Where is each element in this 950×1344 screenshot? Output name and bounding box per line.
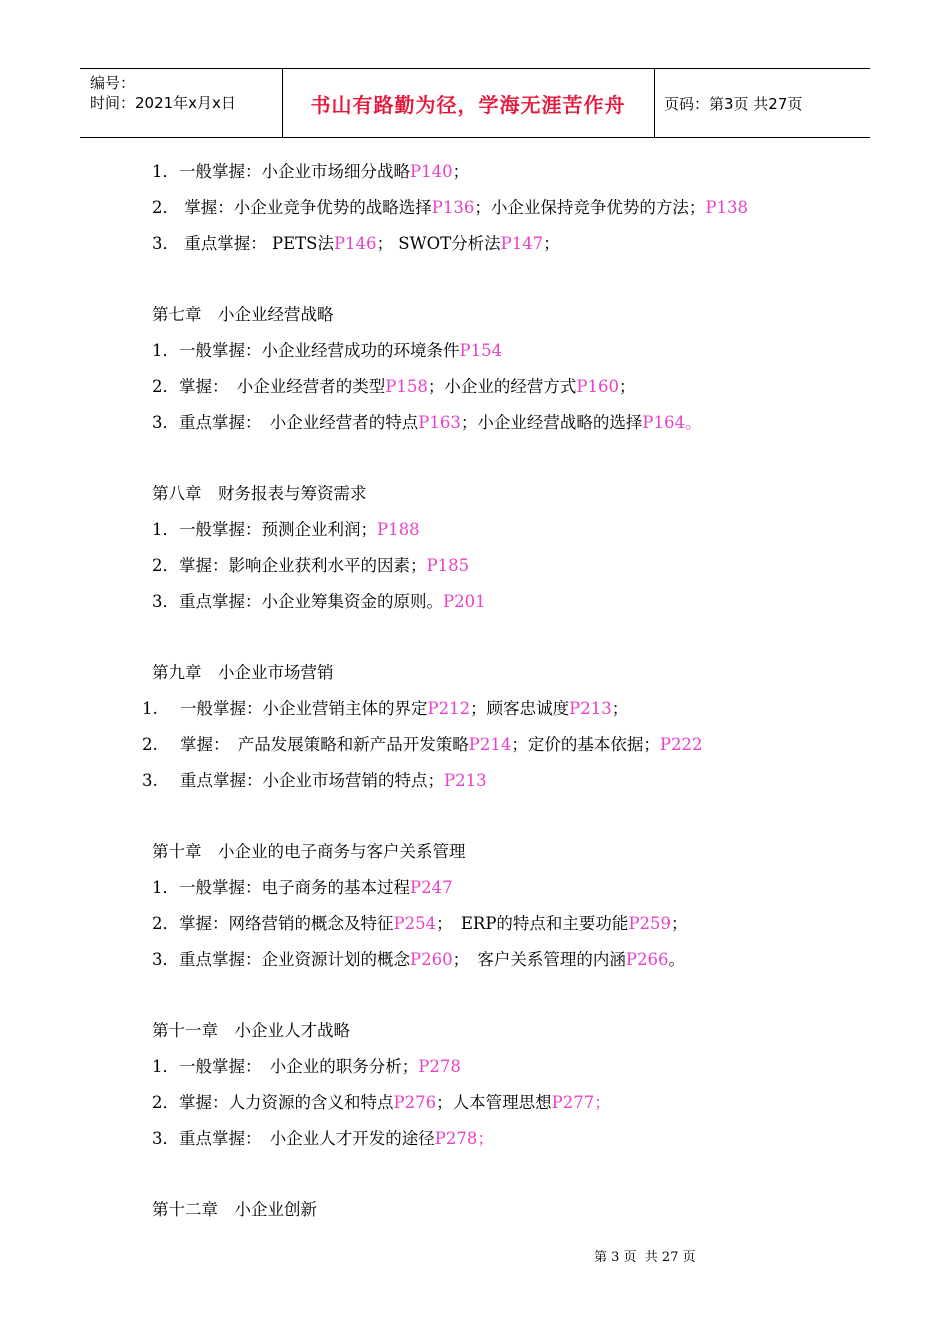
item-number: 2．: [152, 556, 179, 575]
item-text: ；: [611, 699, 629, 718]
page-ref: P278；: [434, 1129, 494, 1148]
item-number: 1．: [152, 1057, 179, 1076]
item-text: 。: [668, 950, 685, 969]
item-text: ；: [543, 234, 560, 253]
chapter-title: 第十一章 小企业人才战略: [152, 1021, 350, 1040]
item-text: ； SWOT分析法: [376, 234, 501, 253]
page-ref: P259: [628, 914, 672, 933]
item-number: 3．: [152, 592, 179, 611]
item-text: ；小企业的经营方式: [427, 377, 577, 396]
page-ref: P147: [500, 234, 544, 253]
item-number: 3．: [152, 1129, 179, 1148]
document-header: [80, 68, 870, 138]
page-ref: P154: [459, 341, 503, 360]
item-number: 1．: [152, 520, 179, 539]
item-number: 3．: [152, 234, 179, 253]
page-ref: P222: [659, 735, 703, 754]
header-motto: 书山有路勤为径，学海无涯苦作舟: [310, 93, 626, 117]
item-text: 一般掌握：电子商务的基本过程: [179, 878, 410, 897]
list-item: [152, 555, 469, 577]
chapter-title: 第九章 小企业市场营销: [152, 663, 334, 682]
item-number: 3．: [152, 413, 179, 432]
header-meta: [90, 73, 236, 113]
chapter-title: 第八章 财务报表与筹资需求: [152, 484, 367, 503]
item-text: ；: [671, 914, 688, 933]
page-ref: P277；: [551, 1093, 611, 1112]
number-label: 编号：: [90, 74, 136, 92]
item-text: 重点掌握： PETS法: [179, 234, 334, 253]
page-ref: P213: [444, 771, 487, 790]
item-text: ；小企业保持竞争优势的方法；: [474, 198, 706, 217]
list-item: [152, 233, 560, 255]
item-text: 重点掌握： 小企业经营者的特点: [179, 413, 419, 432]
item-text: ；顾客忠诚度: [470, 699, 570, 718]
page-ref: P247: [410, 878, 453, 897]
page-ref: P185: [426, 556, 470, 575]
item-text: 重点掌握：小企业筹集资金的原则。: [179, 592, 443, 611]
item-text: ； 客户关系管理的内涵: [452, 950, 626, 969]
list-item: [152, 1128, 494, 1150]
item-number: 2．: [152, 198, 179, 217]
list-item: [142, 698, 628, 720]
item-text: ；: [618, 377, 636, 396]
list-item: [152, 412, 701, 434]
list-item: [152, 1056, 461, 1078]
item-text: 重点掌握： 小企业人才开发的途径: [179, 1129, 435, 1148]
item-text: ；: [452, 162, 470, 181]
page-ref: P138: [705, 198, 748, 217]
list-item: [152, 877, 453, 899]
item-text: 一般掌握：小企业市场细分战略: [179, 162, 410, 181]
item-number: 3.: [142, 771, 158, 790]
page-ref: P146: [333, 234, 377, 253]
item-number: 1．: [152, 341, 179, 360]
item-text: 掌握：影响企业获利水平的因素；: [179, 556, 427, 575]
item-text: 掌握： 小企业经营者的类型: [179, 377, 386, 396]
page-ref: P160: [576, 377, 619, 396]
page-ref: P214: [468, 735, 512, 754]
list-item: [152, 161, 469, 183]
page-ref: P276: [393, 1093, 437, 1112]
chapter-title: 第十二章 小企业创新: [152, 1200, 317, 1219]
page-ref: P140: [410, 162, 453, 181]
chapter-title: 第十章 小企业的电子商务与客户关系管理: [152, 842, 466, 861]
list-item: [152, 949, 685, 971]
item-number: 2．: [152, 377, 179, 396]
date-line: 时间：2021年x月x日: [90, 94, 236, 112]
header-page-info: 页码：第3页 共27页: [664, 95, 803, 113]
item-text: 掌握：人力资源的含义和特点: [179, 1093, 394, 1112]
list-item: [152, 913, 688, 935]
page-ref: P213: [569, 699, 612, 718]
item-text: 掌握： 产品发展策略和新产品开发策略: [180, 735, 469, 754]
item-number: 2．: [152, 914, 179, 933]
item-number: 1．: [152, 162, 179, 181]
item-number: 2.: [142, 735, 158, 754]
item-number: 3．: [152, 950, 179, 969]
page-ref: P164。: [642, 413, 702, 432]
list-item: [152, 340, 502, 362]
list-item: [152, 197, 748, 219]
page-ref: P158: [385, 377, 428, 396]
item-text: 掌握：网络营销的概念及特征: [179, 914, 394, 933]
item-text: 掌握：小企业竞争优势的战略选择: [179, 198, 432, 217]
item-text: 重点掌握：企业资源计划的概念: [179, 950, 410, 969]
item-number: 1．: [152, 878, 179, 897]
item-text: ； ERP的特点和主要功能: [436, 914, 629, 933]
page-ref: P266: [625, 950, 669, 969]
item-text: ；人本管理思想: [436, 1093, 552, 1112]
chapter-title: 第七章 小企业经营战略: [152, 305, 334, 324]
list-item: [152, 1092, 611, 1114]
list-item: [142, 770, 487, 792]
page-footer: 第 3 页 共 27 页: [594, 1250, 696, 1265]
list-item: [152, 376, 635, 398]
page-ref: P254: [393, 914, 437, 933]
page-ref: P136: [431, 198, 475, 217]
page-ref: P163: [418, 413, 461, 432]
list-item: [152, 519, 420, 541]
item-text: ；小企业经营战略的选择: [460, 413, 643, 432]
list-item: [142, 734, 702, 756]
page-ref: P260: [410, 950, 453, 969]
header-divider: [654, 69, 655, 137]
item-text: 一般掌握：预测企业利润；: [179, 520, 377, 539]
item-number: 2．: [152, 1093, 179, 1112]
page-ref: P188: [377, 520, 420, 539]
item-text: ；定价的基本依据；: [511, 735, 660, 754]
item-text: 一般掌握： 小企业的职务分析；: [179, 1057, 419, 1076]
item-text: 重点掌握：小企业市场营销的特点；: [180, 771, 444, 790]
item-text: 一般掌握：小企业营销主体的界定: [180, 699, 428, 718]
page-ref: P212: [427, 699, 471, 718]
item-text: 一般掌握：小企业经营成功的环境条件: [179, 341, 460, 360]
page-ref: P201: [443, 592, 486, 611]
page-ref: P278: [418, 1057, 461, 1076]
list-item: [152, 591, 486, 613]
item-number: 1.: [142, 699, 158, 718]
